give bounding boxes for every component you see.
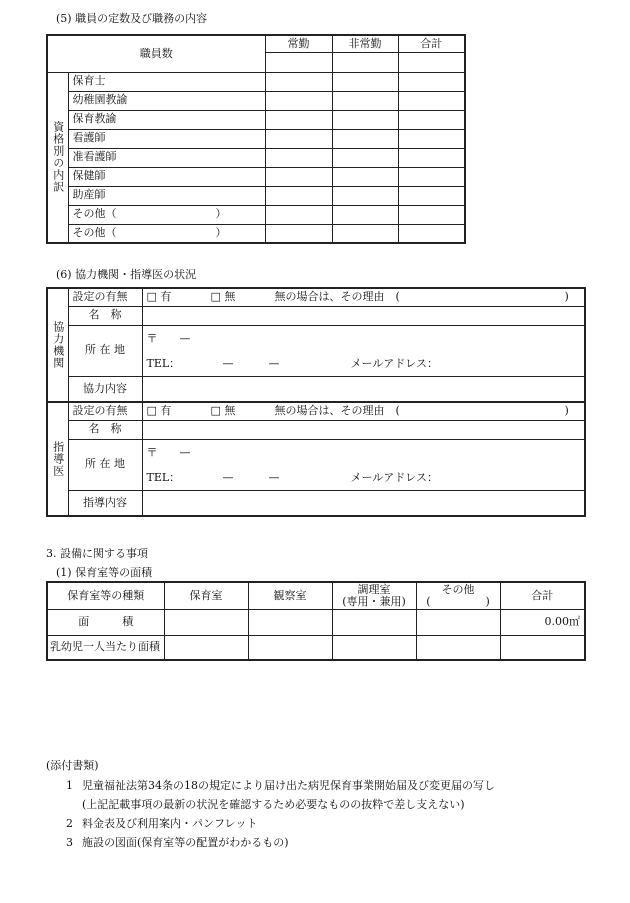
cell[interactable] bbox=[332, 186, 398, 205]
section5-title: (5) 職員の定数及び職務の内容 bbox=[56, 12, 208, 25]
cell[interactable] bbox=[398, 72, 465, 91]
other-sub: ( ) bbox=[426, 594, 490, 608]
per-child-cell[interactable] bbox=[416, 635, 500, 660]
per-child-cell[interactable] bbox=[332, 635, 416, 660]
total-header: 合計 bbox=[500, 582, 585, 609]
observation-room-header: 観察室 bbox=[248, 582, 332, 609]
attachment-note: (上記記載事項の最新の状況を確認するため必要なものの抜粋で差し支えない) bbox=[82, 798, 465, 811]
cell[interactable] bbox=[398, 167, 465, 186]
kitchen-label: 調理室 bbox=[357, 583, 391, 597]
no-checkbox[interactable]: □ 無 bbox=[210, 404, 236, 418]
cell[interactable] bbox=[332, 205, 398, 224]
yes-checkbox[interactable]: □ 有 bbox=[146, 404, 172, 418]
coop-side-label: 協力機関 bbox=[47, 288, 68, 402]
attachment-item bbox=[66, 777, 495, 793]
name-field[interactable] bbox=[142, 306, 585, 325]
cell[interactable] bbox=[398, 224, 465, 243]
col-fulltime: 常勤 bbox=[265, 35, 332, 52]
kitchen-header bbox=[332, 582, 416, 609]
reason-close: ) bbox=[564, 290, 569, 304]
cell[interactable] bbox=[332, 129, 398, 148]
area-cell[interactable] bbox=[248, 609, 332, 635]
tel-dash: — bbox=[222, 471, 234, 485]
content-field[interactable] bbox=[142, 490, 585, 516]
content-field[interactable] bbox=[142, 376, 585, 402]
attachment-item bbox=[66, 815, 257, 831]
row-label: 保健師 bbox=[68, 167, 265, 186]
address-label: 所 在 地 bbox=[68, 325, 142, 376]
staff-count-header: 職員数 bbox=[47, 35, 265, 72]
content-label: 指導内容 bbox=[68, 490, 142, 516]
nursery-room-header: 保育室 bbox=[164, 582, 248, 609]
row-label: その他（ ） bbox=[68, 205, 265, 224]
section6-title: (6) 協力機関・指導医の状況 bbox=[56, 268, 197, 281]
tel-dash: — bbox=[268, 471, 280, 485]
cell[interactable] bbox=[332, 110, 398, 129]
name-field[interactable] bbox=[142, 420, 585, 439]
mail-label: メールアドレス： bbox=[350, 471, 438, 485]
row-label: 助産師 bbox=[68, 186, 265, 205]
other-header bbox=[416, 582, 500, 609]
cell[interactable] bbox=[265, 91, 332, 110]
address-label: 所 在 地 bbox=[68, 439, 142, 490]
staff-total-sum[interactable] bbox=[398, 52, 465, 72]
row-label: 保育教諭 bbox=[68, 110, 265, 129]
staff-total-parttime[interactable] bbox=[332, 52, 398, 72]
cooperation-table bbox=[46, 287, 586, 517]
cell[interactable] bbox=[265, 72, 332, 91]
area-table bbox=[46, 581, 586, 661]
area-cell[interactable] bbox=[164, 609, 248, 635]
per-child-cell[interactable] bbox=[500, 635, 585, 660]
section3-title: 3. 設備に関する事項 bbox=[46, 547, 148, 560]
setting-label: 設定の有無 bbox=[68, 402, 142, 420]
reason-label: 無の場合は、その理由 ( bbox=[274, 404, 400, 418]
area-label: 面 積 bbox=[47, 609, 164, 635]
name-label: 名 称 bbox=[68, 420, 142, 439]
area-cell[interactable] bbox=[416, 609, 500, 635]
postal-field[interactable]: 〒 — bbox=[142, 439, 585, 467]
cell[interactable] bbox=[265, 224, 332, 243]
attachment-text: 児童福祉法第34条の18の規定により届け出た病児保育事業開始届及び変更届の写し bbox=[82, 779, 495, 792]
contact-row bbox=[142, 353, 585, 376]
row-label: 幼稚園教諭 bbox=[68, 91, 265, 110]
row-label: 看護師 bbox=[68, 129, 265, 148]
cell[interactable] bbox=[398, 110, 465, 129]
reason-label: 無の場合は、その理由 ( bbox=[274, 290, 400, 304]
tel-dash: — bbox=[222, 357, 234, 371]
reason-close: ) bbox=[564, 404, 569, 418]
cell[interactable] bbox=[398, 186, 465, 205]
row-label: 保育士 bbox=[68, 72, 265, 91]
attachments-title: (添付書類) bbox=[46, 759, 99, 772]
area-total: 0.00㎡ bbox=[500, 609, 585, 635]
name-label: 名 称 bbox=[68, 306, 142, 325]
attachment-item bbox=[66, 834, 289, 850]
attachment-number: 2 bbox=[66, 817, 73, 830]
cell[interactable] bbox=[265, 186, 332, 205]
room-type-header: 保育室等の種類 bbox=[47, 582, 164, 609]
mail-label: メールアドレス： bbox=[350, 357, 438, 371]
cell[interactable] bbox=[398, 91, 465, 110]
setting-row bbox=[142, 288, 585, 306]
cell[interactable] bbox=[265, 205, 332, 224]
row-label: 准看護師 bbox=[68, 148, 265, 167]
setting-label: 設定の有無 bbox=[68, 288, 142, 306]
qualification-side-label: 資格別の内訳 bbox=[47, 72, 68, 243]
cell[interactable] bbox=[332, 167, 398, 186]
col-parttime: 非常勤 bbox=[332, 35, 398, 52]
cell[interactable] bbox=[265, 167, 332, 186]
other-label: その他 bbox=[441, 583, 475, 597]
cell[interactable] bbox=[265, 148, 332, 167]
cell[interactable] bbox=[398, 205, 465, 224]
section3-subtitle: (1) 保育室等の面積 bbox=[56, 566, 153, 579]
cell[interactable] bbox=[332, 72, 398, 91]
yes-checkbox[interactable]: □ 有 bbox=[146, 290, 172, 304]
no-checkbox[interactable]: □ 無 bbox=[210, 290, 236, 304]
area-cell[interactable] bbox=[332, 609, 416, 635]
per-child-area-label: 乳幼児一人当たり面積 bbox=[47, 635, 164, 660]
per-child-cell[interactable] bbox=[248, 635, 332, 660]
tel-label: TEL： bbox=[146, 471, 181, 485]
kitchen-sub: (専用・兼用) bbox=[342, 594, 406, 608]
doctor-side-label: 指導医 bbox=[47, 402, 68, 516]
cell[interactable] bbox=[332, 148, 398, 167]
attachment-number: 3 bbox=[66, 836, 73, 849]
postal-field[interactable]: 〒 — bbox=[142, 325, 585, 353]
attachment-number: 1 bbox=[66, 779, 73, 792]
cell[interactable] bbox=[398, 129, 465, 148]
staff-total-fulltime[interactable] bbox=[265, 52, 332, 72]
cell[interactable] bbox=[398, 148, 465, 167]
cell[interactable] bbox=[265, 129, 332, 148]
per-child-cell[interactable] bbox=[164, 635, 248, 660]
tel-dash: — bbox=[268, 357, 280, 371]
attachment-text: 料金表及び利用案内・パンフレット bbox=[82, 817, 258, 830]
cell[interactable] bbox=[332, 224, 398, 243]
tel-label: TEL： bbox=[146, 357, 181, 371]
setting-row bbox=[142, 402, 585, 420]
cell[interactable] bbox=[332, 91, 398, 110]
staff-table bbox=[46, 34, 466, 244]
attachment-text: 施設の図面(保育室等の配置がわかるもの) bbox=[82, 836, 289, 849]
col-total: 合計 bbox=[398, 35, 465, 52]
row-label: その他（ ） bbox=[68, 224, 265, 243]
content-label: 協力内容 bbox=[68, 376, 142, 402]
contact-row bbox=[142, 467, 585, 490]
cell[interactable] bbox=[265, 110, 332, 129]
